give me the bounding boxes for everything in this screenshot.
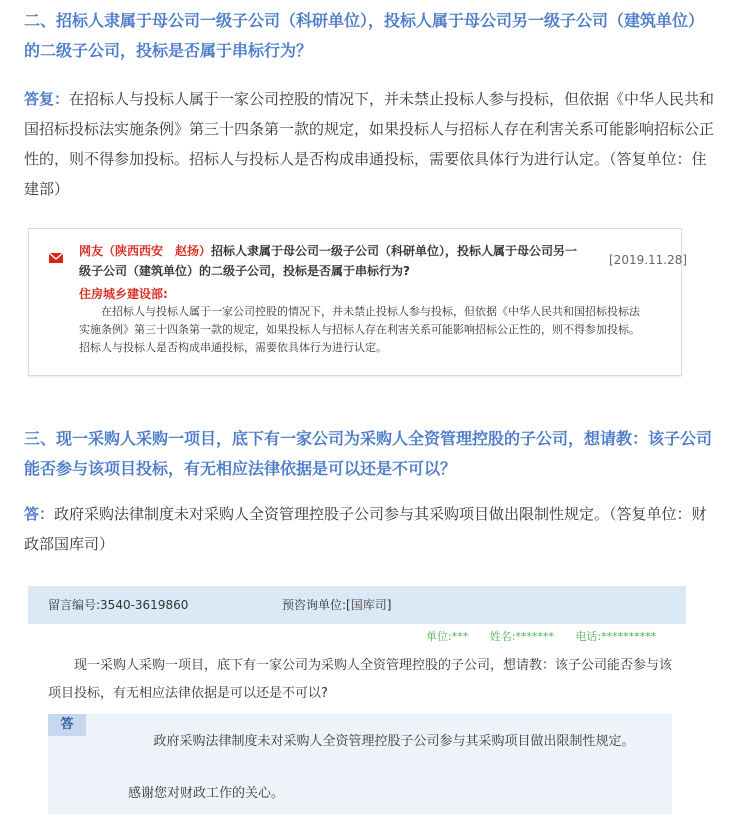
screenshot1-dept: 住房城乡建设部: — [79, 287, 168, 301]
screenshot2-meta-phone: 电话:********** — [575, 630, 657, 643]
screenshot1-netizen: 网友（陕西西安 赵扬） — [79, 244, 212, 258]
section2-answer-text: 在招标人与投标人属于一家公司控股的情况下，并未禁止投标人参与投标，但依据《中华人民共和国招标投标法实施条例》第三十四条第一款的规定，如果投标人与招标人存在利害关系可能影响招标公正性的，则不得参加投标。招标人与投标人是否构成串通投标，需要依具体行为进行认定。（答复单位：住建部） — [24, 90, 715, 198]
screenshot1-question — [79, 241, 579, 281]
screenshot2-header — [28, 586, 686, 624]
mail-icon — [49, 253, 63, 263]
screenshot2-unit: 预咨询单位:[国库司] — [282, 598, 392, 612]
screenshot2-meta-name: 姓名:******* — [489, 630, 554, 643]
section3-answer-label: 答： — [24, 505, 55, 523]
screenshot2-question: 现一采购人采购一项目，底下有一家公司为采购人全资管理控股的子公司，想请教：该子公司能否参与该项目投标，有无相应法律依据是可以还是不可以? — [48, 658, 673, 701]
screenshot2-answer-box — [48, 714, 672, 814]
section2-answer-label: 答复： — [24, 90, 70, 108]
screenshot1-reply: 在招标人与投标人属于一家公司控股的情况下，并未禁止投标人参与投标，但依据《中华人民共和国招标投标法实施条例》第三十四条第一款的规定，如果投标人与招标人存在利害关系可能影响招标公正性的，则不得参加投标。招标人与投标人是否构成串通投标，需要依具体行为进行认定。 — [79, 305, 640, 354]
section3-title: 三、现一采购人采购一项目，底下有一家公司为采购人全资管理控股的子公司，想请教：该子公司能否参与该项目投标，有无相应法律依据是可以还是不可以？ — [24, 429, 713, 478]
screenshot2-thanks: 感谢您对财政工作的关心。 — [128, 786, 285, 801]
section2-answer — [24, 84, 716, 204]
screenshot2-message-number: 留言编号:3540-3619860 — [48, 598, 189, 612]
screenshot2-meta — [426, 628, 674, 646]
screenshot1-question-text: 招标人隶属于母公司一级子公司（科研单位），投标人属于母公司另一级子公司（建筑单位）的二级子公司，投标是否属于串标行为? — [79, 244, 578, 278]
screenshot-2 — [28, 586, 686, 829]
screenshot1-date: [2019.11.28] — [609, 253, 688, 267]
screenshot2-answer: 政府采购法律制度未对采购人全资管理控股子公司参与其采购项目做出限制性规定。 — [153, 734, 635, 749]
answer-tag: 答 — [48, 714, 86, 736]
screenshot-1 — [28, 228, 688, 376]
section2-title: 二、招标人隶属于母公司一级子公司（科研单位），投标人属于母公司另一级子公司（建筑单位）的二级子公司，投标是否属于串标行为？ — [24, 11, 705, 60]
section3-answer-text: 政府采购法律制度未对采购人全资管理控股子公司参与其采购项目做出限制性规定。（答复单位：财政部国库司） — [24, 505, 707, 553]
screenshot2-meta-unit: 单位:*** — [426, 630, 469, 643]
section3-answer — [24, 499, 716, 559]
